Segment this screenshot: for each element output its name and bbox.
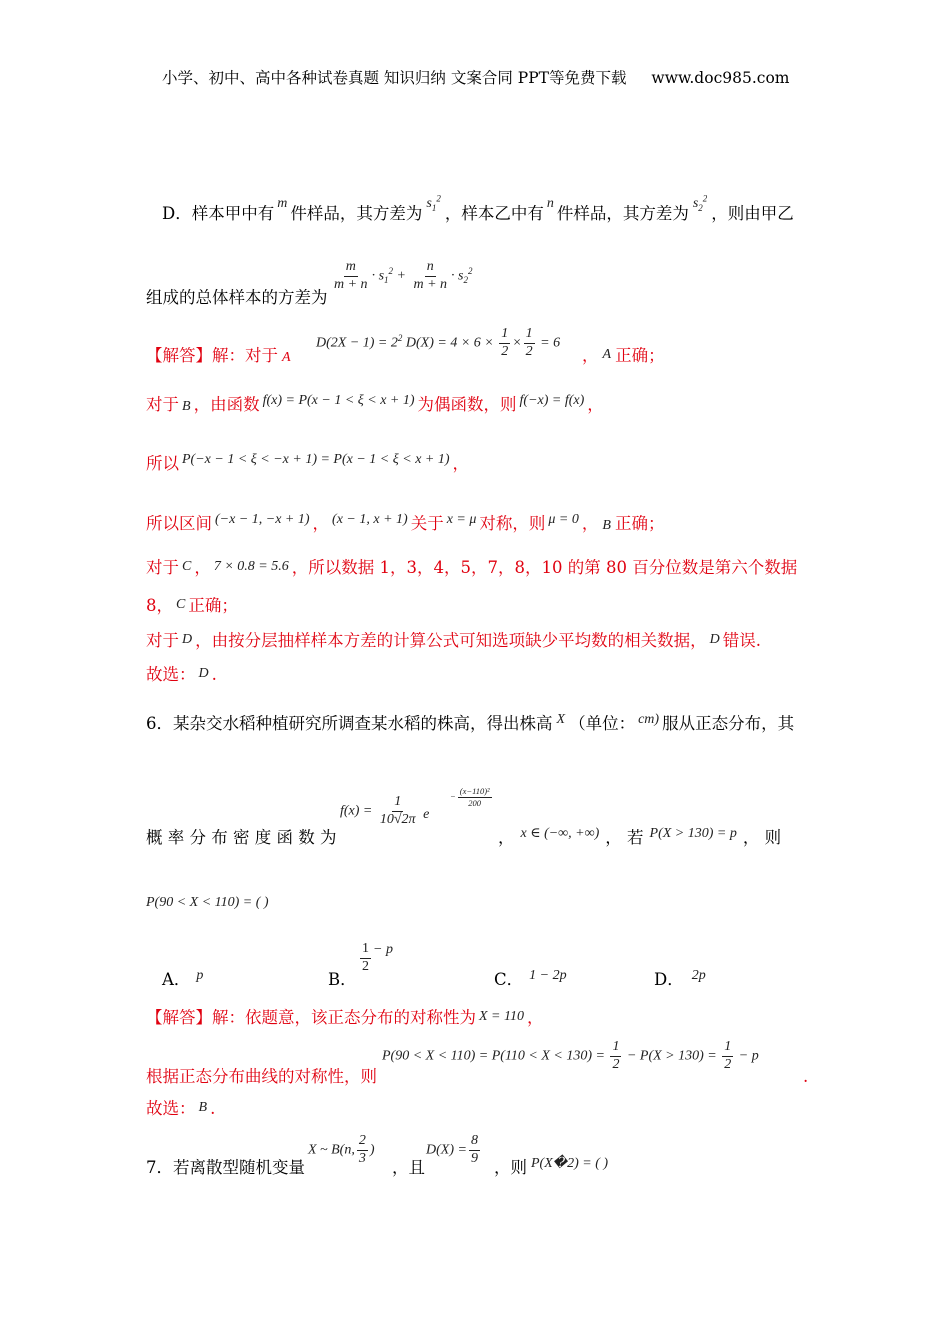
solution5-b-line3: 所以区间 $^{(-x - 1, -x + 1)}$ ， $^{(x - 1, x + 1)}$ 关于 $^{x = \mu}$ 对称，则 $^{\mu = 0}$ ， B 正确； — [146, 512, 665, 533]
header-text: 小学、初中、高中各种试卷真题 知识归纳 文案合同 PPT等免费下载 — [162, 69, 627, 87]
solution5-a-verdict: ， A 正确； — [582, 346, 665, 365]
question6-line2-label: 概 率 分 布 密 度 函 数 为 — [146, 828, 337, 847]
solution5-d-line: 对于 D ，由按分层抽样样本方差的计算公式可知选项缺少平均数的相关数据， D 错误. — [146, 631, 761, 650]
var-n: n — [546, 196, 554, 211]
solution5-a-formula: $D(2X - 1) = 2^2$ D(X) = 4 × 6 × $\frac{1}{2}$ × $\frac{1}{2}$ = 6 — [316, 326, 561, 359]
q6-option-a: A． $^p$ — [162, 968, 204, 989]
pooled-variance-formula: $\frac{m}{m + n}$ · $s_1^2$ + $\frac{n}{m + n}$ · $s_2^2$ — [334, 259, 473, 292]
q6-option-d: D． $^{2p}$ — [654, 968, 706, 989]
solution5-choice: 故选： D . — [146, 665, 217, 684]
density-function: f(x) = $\frac{1}{10√2\pi}$ e − $\frac{\text{(x−110)²}}{200}$ — [340, 795, 429, 827]
question7-then: ，则 $^{P(X�2) = ( )}$ — [494, 1156, 609, 1177]
binomial-distribution: X ~ B(n, $\frac{2}{3}$ ) — [308, 1133, 375, 1166]
header-url: www.doc985.com — [651, 69, 790, 87]
option-d-line2: 组成的总体样本的方差为 — [146, 288, 328, 307]
solution6-dot: . — [803, 1067, 809, 1086]
var-s2-squared: s22 — [692, 193, 708, 213]
var-s1-squared: s12 — [426, 193, 441, 213]
solution6-formula: P(90 < X < 110) = P(110 < X < 130) = $\frac{1}{2}$ − P(X > 130) = $\frac{1}{2}$ − p — [382, 1039, 759, 1072]
question6-target: P(90 < X < 110) = ( ) — [146, 895, 269, 910]
solution5-a-text: 【解答】解：对于 A — [146, 346, 291, 365]
question7-text: 7．若离散型随机变量 — [146, 1158, 305, 1177]
solution6-line2: 根据正态分布曲线的对称性，则 — [146, 1067, 377, 1086]
page-header — [162, 71, 789, 87]
solution5-b-line2: 所以 $^{P(-x - 1 < \xi < -x + 1) = P(x - 1 < \xi < x + 1)}$ ， — [146, 452, 470, 473]
question6-line1: 6．某杂交水稻种植研究所调查某水稻的株高，得出株高 $^X$ （单位： $^{cm)}$ 服从正态分布，其 — [146, 712, 795, 733]
solution5-c-line1: 对于 C ， 7 × 0.8 = 5.6 ，所以数据 1，3，4，5，7，8，10 的第 80 百分位数是第六个数据 — [146, 558, 798, 577]
var-m: m — [277, 196, 288, 211]
variance-value: D(X) = $\frac{8}{9}$ — [426, 1133, 478, 1166]
q6-option-c: C． $^{1 - 2p}$ — [494, 968, 567, 989]
solution5-c-line2: 8， C 正确； — [146, 596, 238, 615]
question7-and: ，且 — [392, 1158, 425, 1177]
density-exponent: − $\frac{\text{(x−110)²}}{200}$ — [450, 786, 490, 808]
option-d-line1: D．样本甲中有$^m$件样品，其方差为$^{s_1^2}$，样本乙中有$^n$件样品，其方差为$^{s_2^2}$，则由甲乙 — [162, 193, 794, 223]
solution6-choice: 故选： B . — [146, 1099, 216, 1118]
solution5-b-line1: 对于 B ，由函数 $^{f(x) = P(x - 1 < \xi < x + 1)}$ 为偶函数，则 $^{f(-x) = f(x)}$ ， — [146, 393, 604, 414]
solution6-line1: 【解答】解：依题意，该正态分布的对称性为 X = 110 ， — [146, 1008, 544, 1027]
q6-option-b: B． $\frac{1}{2}$ − p — [328, 941, 393, 989]
question6-line2-rest: ， $^{x \in (-\infty, +\infty)}$ ， 若 $^{P(X > 130) = p}$ ， 则 — [498, 826, 782, 847]
